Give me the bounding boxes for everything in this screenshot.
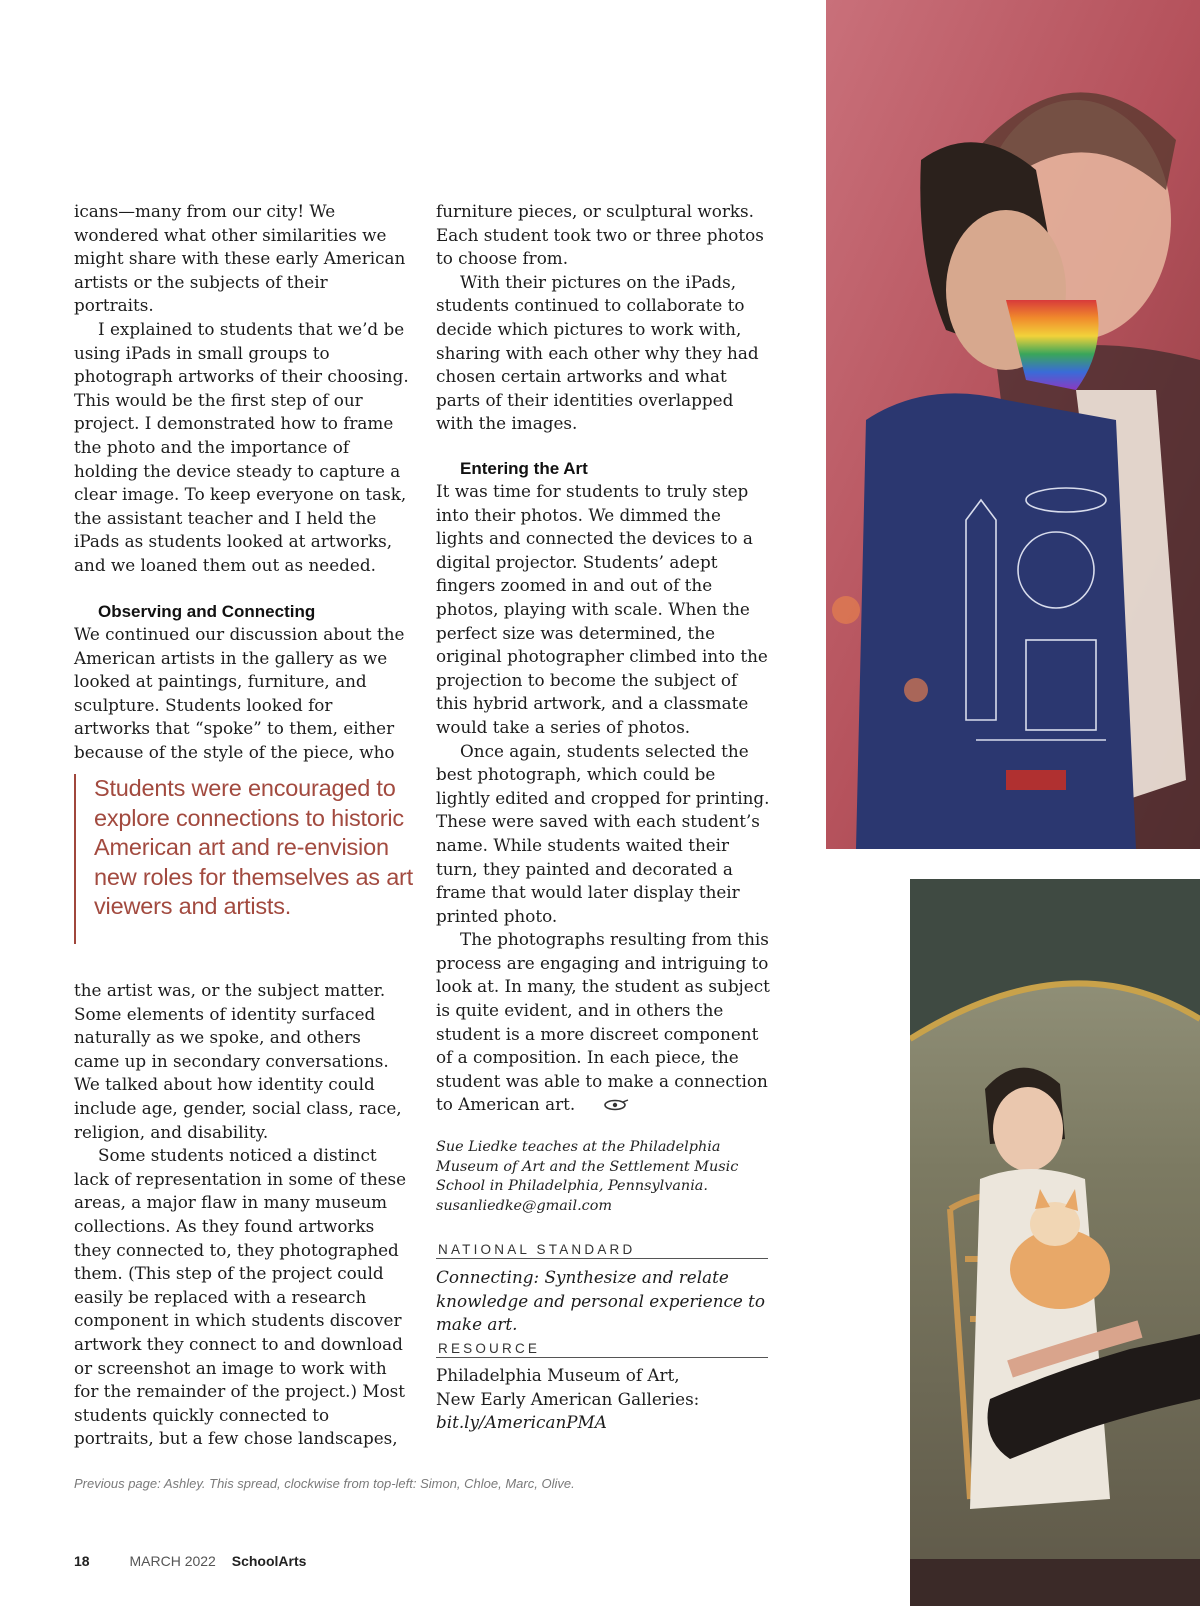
resource-link[interactable]: bit.ly/AmericanPMA xyxy=(436,1412,607,1433)
paragraph: the artist was, or the subject matter. Some elements of identity surfaced naturally as we spoke, and others came up in secondary conversations. We talked about how identity could include age, gender, social class, race, religion, and disability. xyxy=(74,980,402,1142)
section-heading-entering: Entering the Art xyxy=(460,459,588,478)
magazine-name: SchoolArts xyxy=(231,1553,307,1569)
author-bio xyxy=(436,1138,776,1216)
paragraph-text: The photographs resulting from this process are engaging and intriguing to look at. In many, the student as subject is quite evident, and in others the student is a more discreet component of a composition. In each piece, the student was able to make a connection to American art. xyxy=(436,929,770,1115)
issue-date: MARCH 2022 xyxy=(129,1553,216,1569)
paragraph: With their pictures on the iPads, students continued to collaborate to decide which pictures to work with, sharing with each other why they had chosen certain artworks and what parts of their identities overlapped with the images. xyxy=(436,271,759,434)
resource-line: Philadelphia Museum of Art, xyxy=(436,1365,680,1385)
paragraph: Some students noticed a distinct lack of representation in some of these areas, a major flaw in many museum collections. As they found artworks they connected to, they photographed them. (This step of the project could easily be replaced with a research component in which students discover artwork they connect to and download or screenshot an image to work with for the remainder of the project.) Most students quickly connected to portraits, but a few chose landscapes, xyxy=(74,1145,407,1449)
paragraph: We continued our discussion about the American artists in the gallery as we looked at paintings, furniture, and sculpture. Students looked for artworks that “spoke” to them, either because of the style of the piece, who xyxy=(74,624,405,763)
national-standard-text: Connecting: Synthesize and relate knowledge and personal experience to make art. xyxy=(436,1267,766,1335)
photo-caption: Previous page: Ashley. This spread, clockwise from top-left: Simon, Chloe, Marc, Olive. xyxy=(74,1476,575,1491)
middle-column-entering xyxy=(436,458,772,1118)
national-standard-label: NATIONAL STANDARD xyxy=(436,1242,768,1259)
photo-child-with-cat xyxy=(910,879,1200,1606)
resource-box xyxy=(436,1364,776,1435)
paragraph: It was time for students to truly step into their photos. We dimmed the lights and connected the devices to a digital projector. Students’ adept fingers zoomed in and out of the photos, playing with scale. When the perfect size was determined, the original photographer climbed into the projection to become the subject of this hybrid artwork, and a classmate would take a series of photos. xyxy=(436,481,768,737)
schoolarts-end-mark-icon xyxy=(579,1094,629,1118)
paragraph xyxy=(436,928,772,1117)
page-number: 18 xyxy=(74,1553,90,1569)
author-bio-text: Sue Liedke teaches at the Philadelphia Museum of Art and the Settlement Music School in Philadelphia, Pennsylvania. xyxy=(436,1139,739,1195)
paragraph: I explained to students that we’d be using iPads in small groups to photograph artworks of their choosing. This would be the first step of our project. I demonstrated how to frame the photo and the importance of holding the device steady to capture a clear image. To keep everyone on task, the assistant teacher and I held the iPads as students looked at artworks, and we loaned them out as needed. xyxy=(74,318,409,575)
resource-line: New Early American Galleries: xyxy=(436,1388,700,1409)
paragraph: icans—many from our city! We wondered what other similarities we might share with these early American artists or the subjects of their portraits. xyxy=(74,201,406,316)
left-column-top xyxy=(74,200,410,765)
section-heading-observing: Observing and Connecting xyxy=(98,602,316,622)
resource-label: RESOURCE xyxy=(436,1341,768,1358)
author-email[interactable]: susanliedke@gmail.com xyxy=(436,1197,613,1214)
paragraph: furniture pieces, or sculptural works. Each student took two or three photos to choose from. xyxy=(436,201,764,269)
photo-student-projection xyxy=(826,0,1200,849)
middle-column-top xyxy=(436,200,772,436)
paragraph: Once again, students selected the best photograph, which could be lightly edited and cropped for printing. These were saved with each student’s name. While students waited their turn, they painted and decorated a frame that would later display their printed photo. xyxy=(436,740,770,926)
page-footer xyxy=(74,1553,342,1569)
left-column-bottom xyxy=(74,979,410,1451)
pull-quote: Students were encouraged to explore connections to historic American art and re-envision new roles for themselves as art viewers and artists. xyxy=(74,774,416,944)
